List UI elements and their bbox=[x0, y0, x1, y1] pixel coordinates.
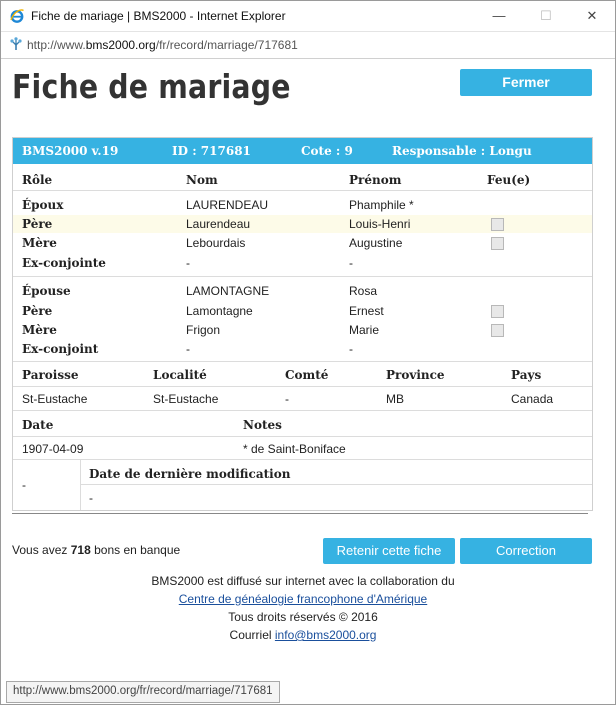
header-role: Rôle bbox=[22, 173, 53, 187]
role-ex-conjointe: Ex-conjointe bbox=[22, 256, 106, 270]
version-label: BMS2000 v.19 bbox=[22, 144, 119, 158]
record-id: ID : 717681 bbox=[172, 144, 251, 158]
prenom-ex-conjoint: - bbox=[349, 342, 353, 356]
cgfa-link[interactable]: Centre de généalogie francophone d'Amérique bbox=[178, 592, 428, 606]
footer-link-line bbox=[1, 592, 605, 606]
prenom-mere-epoux: Augustine bbox=[349, 236, 403, 250]
bank-count: 718 bbox=[70, 543, 91, 557]
paroisse-value: St-Eustache bbox=[22, 392, 88, 406]
role-epoux: Époux bbox=[22, 198, 64, 212]
header-comte: Comté bbox=[285, 368, 329, 382]
date-value: 1907-04-09 bbox=[22, 442, 84, 456]
address-bar[interactable] bbox=[1, 31, 615, 59]
title-bar bbox=[1, 1, 615, 31]
close-button[interactable]: Fermer bbox=[460, 69, 592, 96]
record-card bbox=[12, 137, 593, 511]
page-title: Fiche de mariage bbox=[12, 67, 291, 106]
nom-mere-epoux: Lebourdais bbox=[186, 236, 246, 250]
divider bbox=[13, 436, 592, 437]
divider bbox=[13, 386, 592, 387]
window-title: Fiche de mariage | BMS2000 - Internet Explorer bbox=[31, 9, 286, 23]
email-link[interactable]: info@bms2000.org bbox=[274, 628, 377, 642]
nom-pere-epouse: Lamontagne bbox=[186, 304, 253, 318]
contact-label: Courriel bbox=[229, 628, 272, 642]
last-modified-value: - bbox=[89, 491, 93, 505]
deceased-checkbox bbox=[491, 218, 504, 231]
footer-contact bbox=[1, 628, 605, 642]
province-value: MB bbox=[386, 392, 404, 406]
maximize-button[interactable]: ☐ bbox=[540, 8, 552, 23]
header-paroisse: Paroisse bbox=[22, 368, 79, 382]
role-pere-epouse: Père bbox=[22, 304, 53, 318]
url-prefix: http://www. bbox=[27, 38, 86, 52]
nom-ex-conjoint: - bbox=[186, 342, 190, 356]
deceased-checkbox bbox=[491, 237, 504, 250]
prenom-ex-conjointe: - bbox=[349, 256, 353, 270]
url-path: /fr/record/marriage/717681 bbox=[155, 38, 298, 52]
retain-record-button[interactable]: Retenir cette fiche bbox=[323, 538, 455, 564]
prenom-mere-epouse: Marie bbox=[349, 323, 380, 337]
highlighted-row bbox=[13, 215, 592, 233]
divider bbox=[13, 410, 592, 411]
divider bbox=[13, 190, 592, 191]
header-feu: Feu(e) bbox=[487, 173, 531, 187]
close-window-button[interactable]: ✕ bbox=[586, 8, 598, 23]
nom-pere-epoux: Laurendeau bbox=[186, 217, 251, 231]
bank-suffix: bons en banque bbox=[94, 543, 181, 557]
url-text[interactable] bbox=[27, 38, 298, 52]
modification-left-value: - bbox=[22, 478, 26, 492]
header-pays: Pays bbox=[511, 368, 542, 382]
nom-epoux: LAURENDEAU bbox=[186, 198, 269, 212]
role-mere-epoux: Mère bbox=[22, 236, 57, 250]
role-epouse: Épouse bbox=[22, 284, 71, 298]
cote-label: Cote : 9 bbox=[301, 144, 353, 158]
header-date: Date bbox=[22, 418, 54, 432]
header-province: Province bbox=[386, 368, 445, 382]
comte-value: - bbox=[285, 392, 289, 406]
header-localite: Localité bbox=[153, 368, 207, 382]
minimize-button[interactable]: — bbox=[492, 8, 506, 23]
header-last-modified: Date de dernière modification bbox=[89, 467, 291, 481]
notes-value: * de Saint-Boniface bbox=[243, 442, 346, 456]
url-domain: bms2000.org bbox=[85, 38, 156, 52]
nom-mere-epouse: Frigon bbox=[186, 323, 221, 337]
correction-button[interactable]: Correction bbox=[460, 538, 592, 564]
page-content bbox=[1, 58, 615, 678]
deceased-checkbox bbox=[491, 324, 504, 337]
bank-prefix: Vous avez bbox=[12, 543, 68, 557]
divider bbox=[13, 361, 592, 362]
site-tree-icon bbox=[9, 37, 23, 51]
footer-copyright: Tous droits réservés © 2016 bbox=[228, 610, 378, 624]
localite-value: St-Eustache bbox=[153, 392, 219, 406]
footer-line1: BMS2000 est diffusé sur internet avec la collaboration du bbox=[151, 574, 455, 588]
bank-balance bbox=[12, 543, 180, 557]
responsable-label: Responsable : Longu bbox=[392, 144, 532, 158]
nom-epouse: LAMONTAGNE bbox=[186, 284, 270, 298]
deceased-checkbox bbox=[491, 305, 504, 318]
prenom-pere-epoux: Louis-Henri bbox=[349, 217, 411, 231]
role-mere-epouse: Mère bbox=[22, 323, 57, 337]
record-header-bar bbox=[13, 138, 592, 164]
header-prenom: Prénom bbox=[349, 173, 402, 187]
prenom-epoux: Phamphile * bbox=[349, 198, 414, 212]
divider bbox=[13, 459, 592, 460]
header-nom: Nom bbox=[186, 173, 218, 187]
header-notes: Notes bbox=[243, 418, 282, 432]
pays-value: Canada bbox=[511, 392, 554, 406]
status-bar-url: http://www.bms2000.org/fr/record/marriage/717681 bbox=[6, 681, 280, 703]
prenom-epouse: Rosa bbox=[349, 284, 378, 298]
prenom-pere-epouse: Ernest bbox=[349, 304, 384, 318]
role-pere-epoux: Père bbox=[22, 217, 53, 231]
role-ex-conjoint: Ex-conjoint bbox=[22, 342, 99, 356]
divider bbox=[13, 276, 592, 277]
divider bbox=[81, 484, 592, 485]
column-divider bbox=[80, 460, 81, 510]
internet-explorer-icon bbox=[9, 8, 25, 24]
nom-ex-conjointe: - bbox=[186, 256, 190, 270]
section-separator bbox=[12, 513, 588, 514]
